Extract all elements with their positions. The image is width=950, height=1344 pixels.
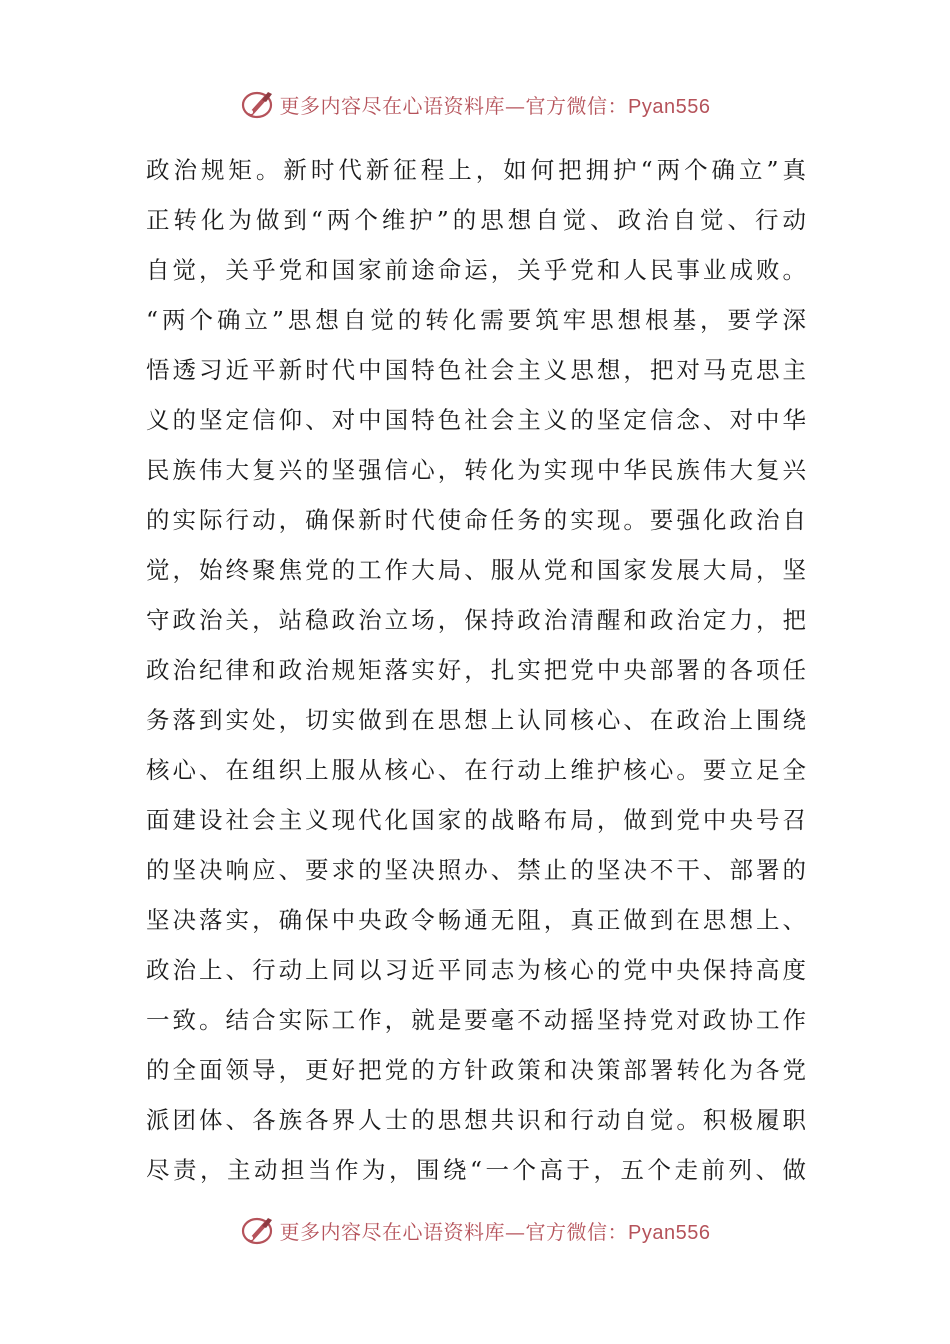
footer-banner-text bbox=[280, 1216, 711, 1245]
footer-banner bbox=[0, 1210, 950, 1250]
body-text-line: 核心、在组织上服从核心、在行动上维护核心。要立足全 bbox=[146, 756, 806, 784]
header-banner bbox=[0, 84, 950, 124]
body-text-line: 正转化为做到“两个维护”的思想自觉、政治自觉、行动 bbox=[146, 206, 806, 234]
body-text-line: 尽责，主动担当作为，围绕“一个高于，五个走前列、做 bbox=[146, 1156, 806, 1184]
body-text-line: 悟透习近平新时代中国特色社会主义思想，把对马克思主 bbox=[146, 356, 806, 384]
header-banner-text bbox=[280, 90, 711, 119]
header-wechat-id: Pyan556 bbox=[628, 95, 711, 118]
body-text-line: 政治规矩。新时代新征程上，如何把拥护“两个确立”真 bbox=[146, 156, 806, 184]
quill-logo-icon bbox=[240, 1212, 276, 1248]
body-text-line: 政治上、行动上同以习近平同志为核心的党中央保持高度 bbox=[146, 956, 806, 984]
body-text-line: 面建设社会主义现代化国家的战略布局，做到党中央号召 bbox=[146, 806, 806, 834]
quill-logo-icon bbox=[240, 86, 276, 122]
body-text-line: 自觉，关乎党和国家前途命运，关乎党和人民事业成败。 bbox=[146, 256, 806, 284]
body-text-line: 务落到实处，切实做到在思想上认同核心、在政治上围绕 bbox=[146, 706, 806, 734]
body-text-line: 派团体、各族各界人士的思想共识和行动自觉。积极履职 bbox=[146, 1106, 806, 1134]
footer-banner-label: 更多内容尽在心语资料库—官方微信： bbox=[279, 1219, 629, 1244]
body-text-line: 守政治关，站稳政治立场，保持政治清醒和政治定力，把 bbox=[146, 606, 806, 634]
body-text-line: 觉，始终聚焦党的工作大局、服从党和国家发展大局，坚 bbox=[146, 556, 806, 584]
body-text-line: 的实际行动，确保新时代使命任务的实现。要强化政治自 bbox=[146, 506, 806, 534]
body-text-line: “两个确立”思想自觉的转化需要筑牢思想根基，要学深 bbox=[146, 306, 806, 334]
body-text-line: 坚决落实，确保中央政令畅通无阻，真正做到在思想上、 bbox=[146, 906, 806, 934]
header-banner-label: 更多内容尽在心语资料库—官方微信： bbox=[279, 93, 629, 118]
body-text-line: 的坚决响应、要求的坚决照办、禁止的坚决不干、部署的 bbox=[146, 856, 806, 884]
footer-wechat-id: Pyan556 bbox=[628, 1221, 711, 1244]
body-text-line: 民族伟大复兴的坚强信心，转化为实现中华民族伟大复兴 bbox=[146, 456, 806, 484]
body-text-line: 义的坚定信仰、对中国特色社会主义的坚定信念、对中华 bbox=[146, 406, 806, 434]
body-text-line: 的全面领导，更好把党的方针政策和决策部署转化为各党 bbox=[146, 1056, 806, 1084]
body-text-line: 政治纪律和政治规矩落实好，扎实把党中央部署的各项任 bbox=[146, 656, 806, 684]
document-body bbox=[146, 150, 806, 1200]
body-text-line: 一致。结合实际工作，就是要毫不动摇坚持党对政协工作 bbox=[146, 1006, 806, 1034]
